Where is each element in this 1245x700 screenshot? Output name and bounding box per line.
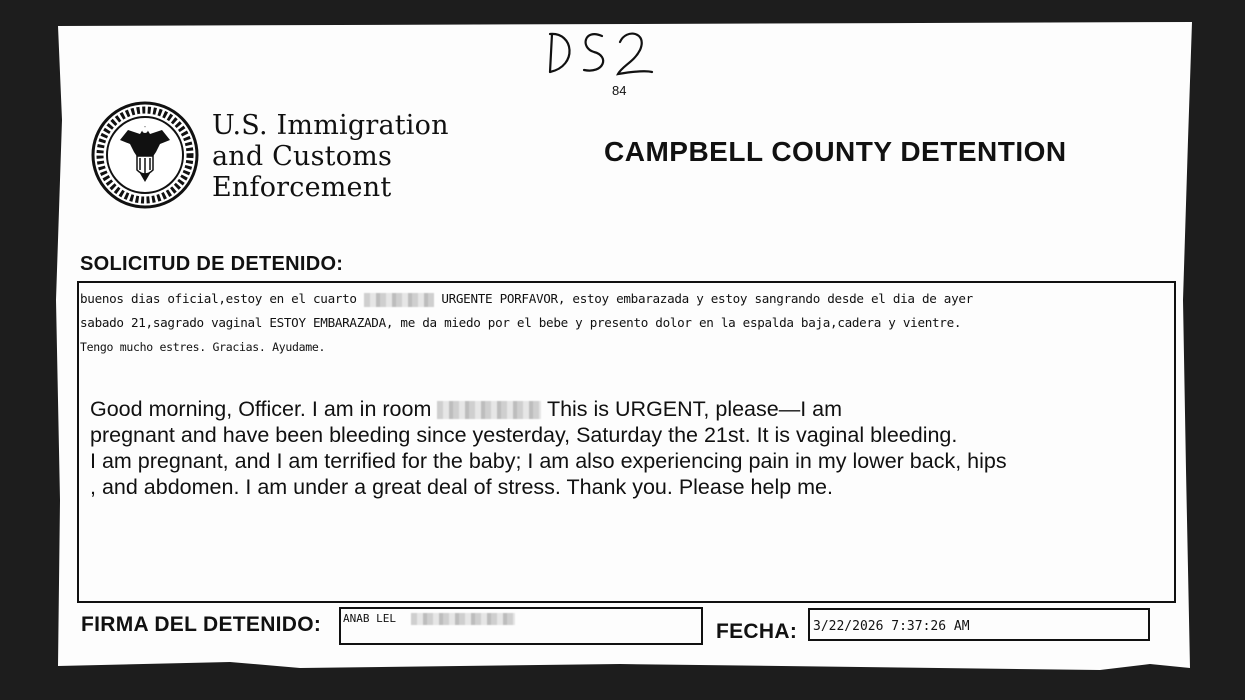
date-label: FECHA: [716,620,798,643]
redacted-room [364,293,434,307]
signature-label: FIRMA DEL DETENIDO: [81,613,322,636]
spanish-line: Tengo mucho estres. Gracias. Ayudame. [80,340,326,354]
page-number: 84 [612,83,627,98]
agency-name [212,110,449,203]
handwritten-mark [540,22,660,82]
spanish-line: sabado 21,sagrado vaginal ESTOY EMBARAZADA, me da miedo por el bebe y presento dolor en la espalda baja,cadera y vientre. [80,315,962,330]
english-line: , and abdomen. I am under a great deal of stress. Thank you. Please help me. [90,475,833,499]
english-line: I am pregnant, and I am terrified for the baby; I am also experiencing pain in my lower back, hips [90,449,1007,473]
signature-value: ANAB LEL [343,612,515,625]
english-line: Good morning, Officer. I am in room This is URGENT, please—I am [90,397,843,421]
facility-title: CAMPBELL COUNTY DETENTION [604,136,1067,167]
date-value: 3/22/2026 7:37:26 AM [813,619,970,634]
agency-line: U.S. Immigration [212,110,449,141]
redacted-room [437,401,541,419]
english-line: pregnant and have been bleeding since yesterday, Saturday the 21st. It is vaginal bleeding. [90,423,958,447]
request-text-spanish [80,287,1172,359]
request-label: SOLICITUD DE DETENIDO: [80,253,344,275]
spanish-line: buenos dias oficial,estoy en el cuarto URGENTE PORFAVOR, estoy embarazada y estoy sangrando desde el dia de ayer [80,291,973,306]
request-text-english [90,396,1170,500]
redacted-name [411,613,515,625]
agency-line: and Customs [212,141,393,172]
agency-line: Enforcement [212,172,392,203]
dhs-seal-icon [90,100,200,210]
